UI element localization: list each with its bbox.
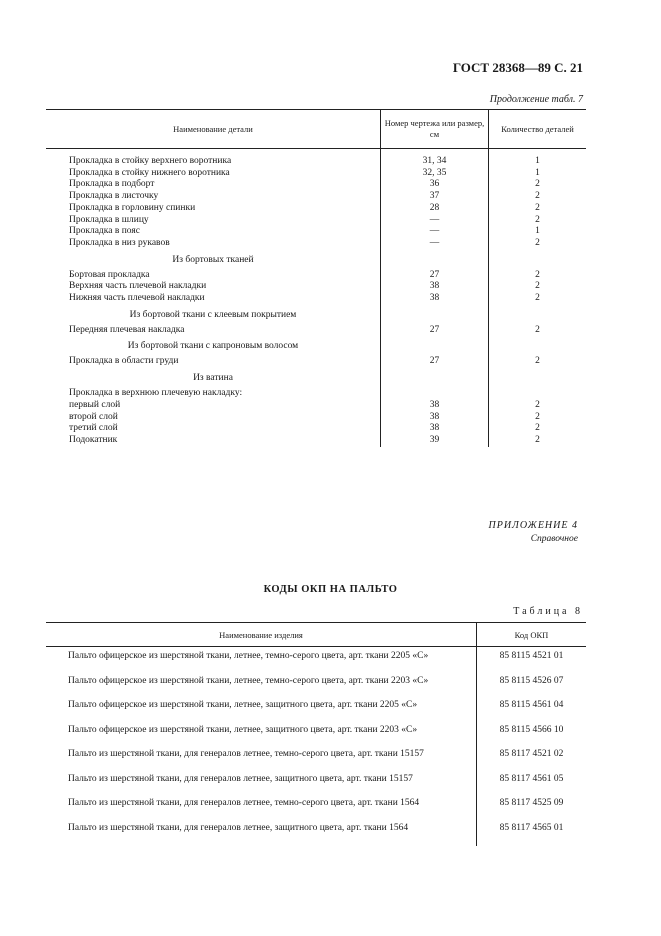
table-row [46,388,586,400]
quantity: 2 [489,356,587,368]
quantity: 2 [489,281,587,293]
section-heading: Из бортовой ткани с капроновым волосом [127,341,299,352]
codes-title: КОДЫ ОКП НА ПАЛЬТО [263,584,398,595]
okp-code: 85 8117 4521 02 [477,748,587,773]
okp-code: 85 8117 4565 01 [477,822,587,847]
detail-name: Нижняя часть плечевой накладки [69,293,205,304]
details-table-body [46,149,586,447]
table-row [46,293,586,305]
empty-cell [381,336,489,356]
detail-name: второй слой [69,411,118,422]
details-table-header [46,110,586,149]
table-row [46,156,586,168]
okp-code: 85 8117 4561 05 [477,773,587,798]
table-row [46,647,586,675]
product-name: Пальто из шерстяной ткани, для генералов летнее, темно-серого цвета, арт. ткани 1564 [68,798,420,808]
quantity: 2 [489,293,587,305]
table-row [46,270,586,282]
okp-codes-table [46,622,586,846]
section-heading: Из бортовой ткани с клеевым покрытием [129,309,297,320]
drawing-number: — [381,238,489,250]
empty-cell [381,388,489,400]
table-row [46,191,586,203]
table-row [46,215,586,227]
table-row [46,412,586,424]
col-detail-name: Наименование детали [46,110,381,149]
table-row [46,822,586,847]
detail-name: Прокладка в области груди [69,356,179,367]
table-8-label: Таблица 8 [513,606,583,617]
detail-name: Прокладка в стойку нижнего воротника [69,167,230,178]
empty-cell [489,368,587,388]
product-name: Пальто офицерское из шерстяной ткани, летнее, защитного цвета, арт. ткани 2203 «С» [68,724,418,735]
product-name: Пальто офицерское из шерстяной ткани, летнее, темно-серого цвета, арт. ткани 2203 «С» [68,675,429,686]
detail-name: Прокладка в шлицу [69,214,149,225]
table-row [46,238,586,250]
section-heading-row [46,305,586,325]
detail-group-intro: Прокладка в верхнюю плечевую накладку: [69,388,243,399]
quantity: 2 [489,191,587,203]
drawing-number: 39 [381,435,489,447]
table-row [46,179,586,191]
okp-code: 85 8115 4566 10 [477,724,587,749]
drawing-number: 38 [381,423,489,435]
table-row [46,325,586,337]
okp-code: 85 8115 4521 01 [477,647,587,675]
table-row [46,281,586,293]
table-row [46,724,586,749]
okp-table-header [46,623,586,647]
detail-name: Прокладка в низ рукавов [69,237,170,248]
okp-code: 85 8117 4525 09 [477,797,587,822]
drawing-number: 32, 35 [381,168,489,180]
section-heading-row [46,336,586,356]
drawing-number: 28 [381,203,489,215]
empty-cell [381,305,489,325]
empty-cell [381,368,489,388]
empty-cell [381,250,489,270]
detail-name: Прокладка в горловину спинки [69,202,196,213]
detail-name: Подокатник [69,434,118,445]
table-row [46,675,586,700]
product-name: Пальто из шерстяной ткани, для генералов летнее, защитного цвета, арт. ткани 1564 [68,822,409,833]
table-row [46,356,586,368]
quantity: 1 [489,156,587,168]
table-continued-label: Продолжение табл. 7 [489,94,583,105]
quantity: 2 [489,423,587,435]
drawing-number: 27 [381,356,489,368]
detail-name: Передняя плечевая накладка [69,324,185,335]
table-row [46,773,586,798]
col-drawing-number: Номер чертежа или размер, см [381,110,489,149]
col-okp-code: Код ОКП [477,623,587,647]
quantity: 2 [489,412,587,424]
table-row [46,168,586,180]
drawing-number: 37 [381,191,489,203]
section-heading: Из бортовых тканей [172,254,254,265]
detail-name: Прокладка в пояс [69,226,140,237]
section-heading-row [46,250,586,270]
detail-name: Прокладка в стойку верхнего воротника [69,156,232,166]
drawing-number: 36 [381,179,489,191]
empty-cell [489,336,587,356]
details-table [46,109,586,447]
quantity: 2 [489,203,587,215]
detail-name: Верхняя часть плечевой накладки [69,281,207,292]
table-row [46,699,586,724]
okp-code: 85 8115 4526 07 [477,675,587,700]
drawing-number: 38 [381,412,489,424]
product-name: Пальто из шерстяной ткани, для генералов летнее, темно-серого цвета, арт. ткани 15157 [68,749,424,759]
col-quantity: Количество деталей [489,110,587,149]
drawing-number: 38 [381,400,489,412]
table-row [46,400,586,412]
quantity: 1 [489,168,587,180]
drawing-number: 38 [381,293,489,305]
okp-table-body [46,647,586,847]
drawing-number: — [381,215,489,227]
page-header: ГОСТ 28368—89 С. 21 [452,60,583,75]
quantity: 2 [489,179,587,191]
empty-cell [489,250,587,270]
quantity: 2 [489,270,587,282]
table-row [46,423,586,435]
empty-cell [489,305,587,325]
drawing-number: 27 [381,270,489,282]
okp-code: 85 8115 4561 04 [477,699,587,724]
table-row [46,797,586,822]
drawing-number: 31, 34 [381,156,489,168]
quantity: 2 [489,238,587,250]
product-name: Пальто офицерское из шерстяной ткани, летнее, защитного цвета, арт. ткани 2205 «С» [68,700,418,710]
quantity: 1 [489,226,587,238]
quantity: 2 [489,400,587,412]
section-heading-row [46,368,586,388]
drawing-number: 27 [381,325,489,337]
detail-name: первый слой [69,399,121,410]
drawing-number: 38 [381,281,489,293]
product-name: Пальто офицерское из шерстяной ткани, летнее, темно-серого цвета, арт. ткани 2205 «С» [68,651,429,661]
drawing-number: — [381,226,489,238]
quantity: 2 [489,325,587,337]
quantity: 2 [489,435,587,447]
detail-name: Бортовая прокладка [69,269,150,280]
table-row [46,226,586,238]
quantity: 2 [489,215,587,227]
appendix-title: ПРИЛОЖЕНИЕ 4 [488,520,578,531]
empty-cell [489,388,587,400]
product-name: Пальто из шерстяной ткани, для генералов летнее, защитного цвета, арт. ткани 15157 [68,773,413,784]
appendix-subtitle: Справочное [530,534,578,544]
col-product-name: Наименование изделия [46,623,477,647]
table-row [46,435,586,447]
detail-name: Прокладка в подборт [69,179,155,190]
detail-name: Прокладка в листочку [69,191,159,202]
table-row [46,748,586,773]
detail-name: третий слой [69,423,118,434]
spacer-row [46,149,586,157]
section-heading: Из ватина [193,373,233,384]
table-row [46,203,586,215]
